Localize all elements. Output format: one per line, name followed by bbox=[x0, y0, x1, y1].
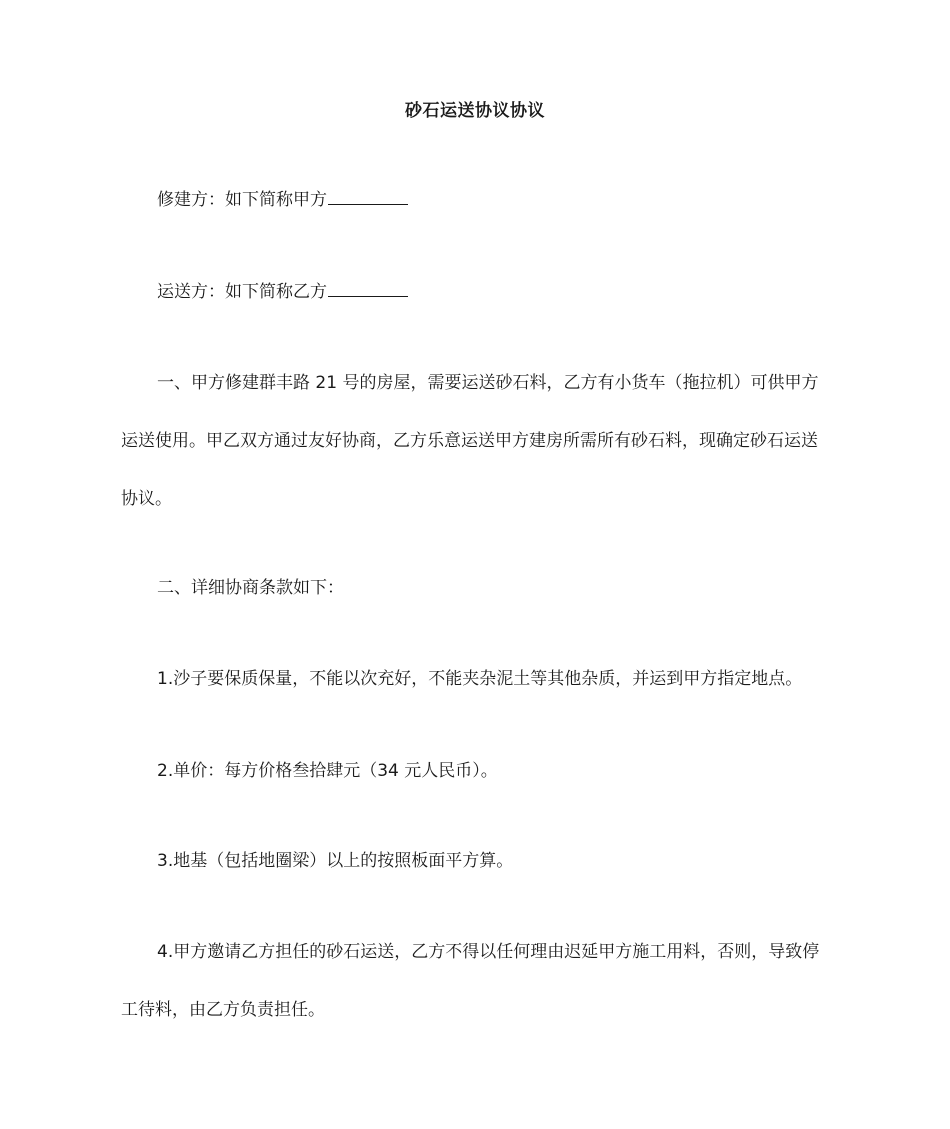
party-a-blank bbox=[328, 203, 408, 205]
party-b-label: 运送方：如下简称乙方 bbox=[157, 282, 327, 302]
party-b-blank bbox=[328, 295, 408, 297]
document-title: 砂石运送协议协议 bbox=[405, 101, 545, 121]
clause-1: 1.沙子要保质保量，不能以次充好，不能夹杂泥土等其他杂质，并运到甲方指定地点。 bbox=[157, 669, 803, 689]
party-a-label: 修建方：如下简称甲方 bbox=[157, 190, 327, 210]
clause-4: 4.甲方邀请乙方担任的砂石运送，乙方不得以任何理由迟延甲方施工用料，否则，导致停工待料，由乙方负责担任。 bbox=[121, 942, 820, 1020]
section-one-paragraph: 一、甲方修建群丰路 21 号的房屋，需要运送砂石料，乙方有小货车（拖拉机）可供甲方运送使用。甲乙双方通过友好协商，乙方乐意运送甲方建房所需所有砂石料，现确定砂石运送协议。 bbox=[121, 373, 819, 509]
section-two-heading: 二、详细协商条款如下： bbox=[157, 578, 344, 598]
clause-2: 2.单价：每方价格叁拾肆元（34 元人民币）。 bbox=[157, 761, 498, 781]
party-a-line bbox=[121, 171, 833, 229]
party-b-line bbox=[121, 263, 833, 321]
clause-3: 3.地基（包括地圈梁）以上的按照板面平方算。 bbox=[157, 851, 514, 871]
